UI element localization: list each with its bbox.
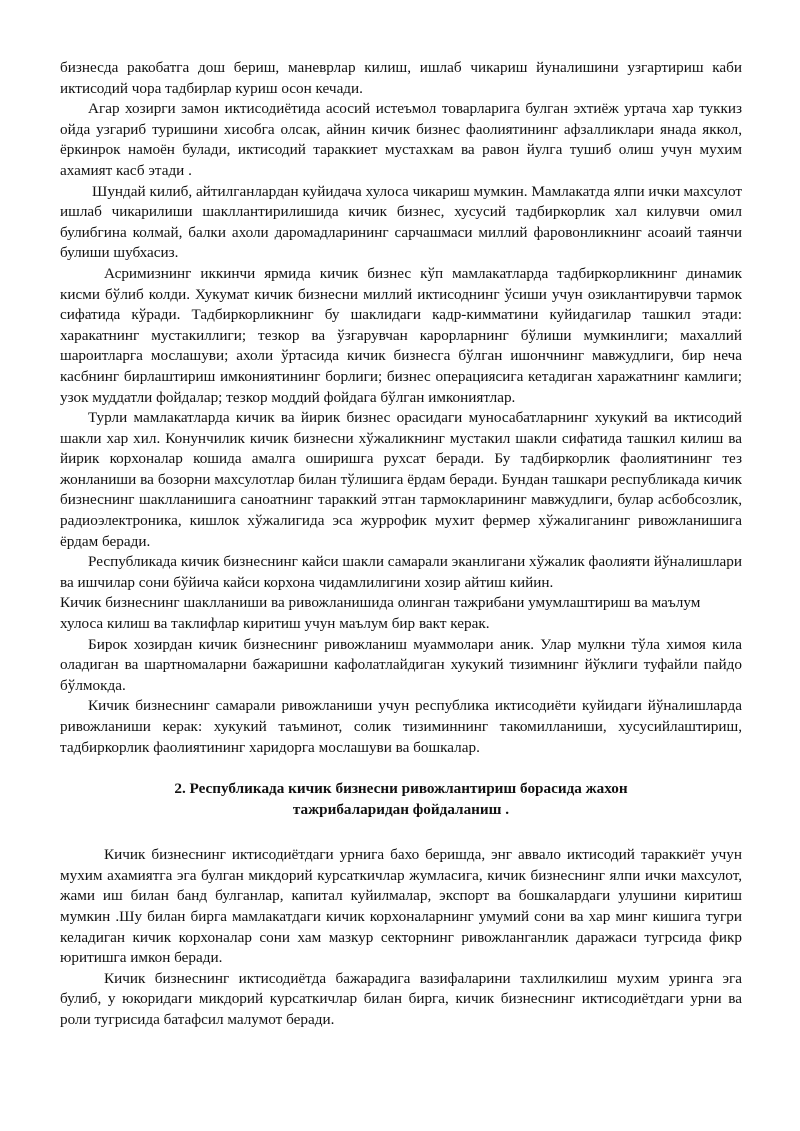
- paragraph: Кичик бизнеснинг иктисодиётда бажарадига вазифаларини тахлилкилиш мухим уринга эга булиб, у юкоридаги микдорий курсаткичлар билан бирга, кичик бизнеснинг иктисодиётдаги урни ва роли тугрисида батафсил малумот беради.: [60, 969, 742, 1028]
- spacer: [60, 820, 742, 845]
- paragraph: Республикада кичик бизнеснинг кайси шакли самарали эканлигани хўжалик фаолияти йўналишлари ва ишчилар сони бўйича кайси корхона чидамлилигини хозир айтиш кийин.: [60, 553, 742, 591]
- paragraph: Бирок хозирдан кичик бизнеснинг ривожланиш муаммолари аник. Улар мулкни тўла химоя кила оладиган ва шартномаларни бажаришни кафолатлайдиган хукукий тизимнинг йўклиги туфайли пайдо бўлмокда.: [60, 635, 742, 694]
- section-heading: [60, 778, 742, 820]
- paragraph: Кичик бизнеснинг самарали ривожланиши учун республика иктисодиёти куйидаги йўналишларда ривожланиши керак: хукукий таъминот, солик тизиминнинг такомилланиши, хусусийлаштириш, тадбиркорлик фаолиятининг харидорга мослашуви ва бошкалар.: [60, 697, 742, 756]
- paragraph: Асримизнинг иккинчи ярмида кичик бизнес кўп мамлакатларда тадбиркорликнинг динамик кисми бўлиб колди. Хукумат кичик бизнесни миллий иктисоднинг ўсиши учун озиклантирувчи тармок сифатида кўради. Тадбиркорликнинг бу шаклидаги кадр-кимматини куйидагилар ташкил этади: харакатнинг мустакиллиги; тезкор ва ўзгарувчан карорларнинг бўлиши мумкинлиги; махаллий шароитларга мослашуви; ахоли ўртасида кичик бизнесга бўлган ишончнинг мавжудлиги, бир неча касбнинг бирлаштириш имкониятининг борлиги; бизнес операциясига кетадиган харажатнинг камлиги; узок муддатли фойдалар; тезкор моддий фойдага бўлган имкониятлар.: [60, 264, 742, 406]
- section-heading-line: 2. Республикада кичик бизнесни ривожлантириш борасида жахон: [174, 780, 628, 798]
- paragraph: Шундай килиб, айтилганлардан куйидача хулоса чикариш мумкин. Мамлакатда ялпи ички махсулот ишлаб чикарилиши шакллантирилишида кичик бизнес, хусусий тадбиркорлик хал килувчи омил булибгина колмай, балки ахоли даромадларининг сарчашмаси миллий фаровонликнинг асоаий таянчи булиши шубхасиз.: [60, 182, 742, 262]
- paragraph: Турли мамлакатларда кичик ва йирик бизнес орасидаги муносабатларнинг хукукий ва иктисодий шакли хар хил. Конунчилик кичик бизнесни хўжаликнинг мустакил шакли сифатида ташкил килиш ва йирик корхоналар кошида амалга оширишга рухсат беради. Бу тадбиркорлик фаолиятининг тез жонланиши ва бозорни махсулотлар билан тўлишига ёрдам беради. Бундан ташкари республикада кичик бизнеснинг шаклланишига саноатнинг тараккий этган тармокларининг мавжудлиги, булар асбобсозлик, радиоэлектроника, кишлок хўжалигида эса журрофик мухит фермер хўжалиганинг ривожланишига ёрдам беради.: [60, 409, 742, 550]
- paragraph: Агар хозирги замон иктисодиётида асосий истеъмол товарларига булган эхтиёж уртача хар туккиз ойда узгариб туришини хисобга олсак, айнин кичик бизнес фаолиятининг афзалликлари янада яккол, ёркинрок намоён булади, иктисодий тараккиет мустахкам ва равон йулга тушиб олиш учун мухим ахамият касб этади .: [60, 100, 742, 179]
- paragraph: Кичик бизнеснинг иктисодиётдаги урнига бахо беришда, энг аввало иктисодий тараккиёт учун мухим ахамиятга эга булган микдорий курсаткичлар жумласига, кичик бизнеснинг ялпи ички махсулот, жами иш билан банд булганлар, капитал куйилмалар, экспорт ва бошкалардаги улушини киритиш мумкин .Шу билан бирга мамлакатдаги кичик корхоналарнинг умумий сони ва хар минг кишига тугри келадиган кичик корхоналар сони хам мазкур секторнинг ривожланганлик даражаси тугрсида фикр юритишга имкон беради.: [60, 846, 742, 967]
- document-page: [60, 58, 742, 1031]
- section-heading-line: тажрибаларидан фойдаланиш .: [292, 801, 510, 819]
- paragraph: Кичик бизнеснинг шаклланиши ва ривожланишида олинган тажрибани умумлаштириш ва маълум хулоса килиш ва таклифлар киритиш учун маълум бир вакт керак.: [60, 594, 701, 633]
- paragraph: бизнесда ракобатга дош бериш, маневрлар килиш, ишлаб чикариш йуналишини узгартириш каби иктисодий чора тадбирлар куриш осон кечади.: [60, 59, 742, 97]
